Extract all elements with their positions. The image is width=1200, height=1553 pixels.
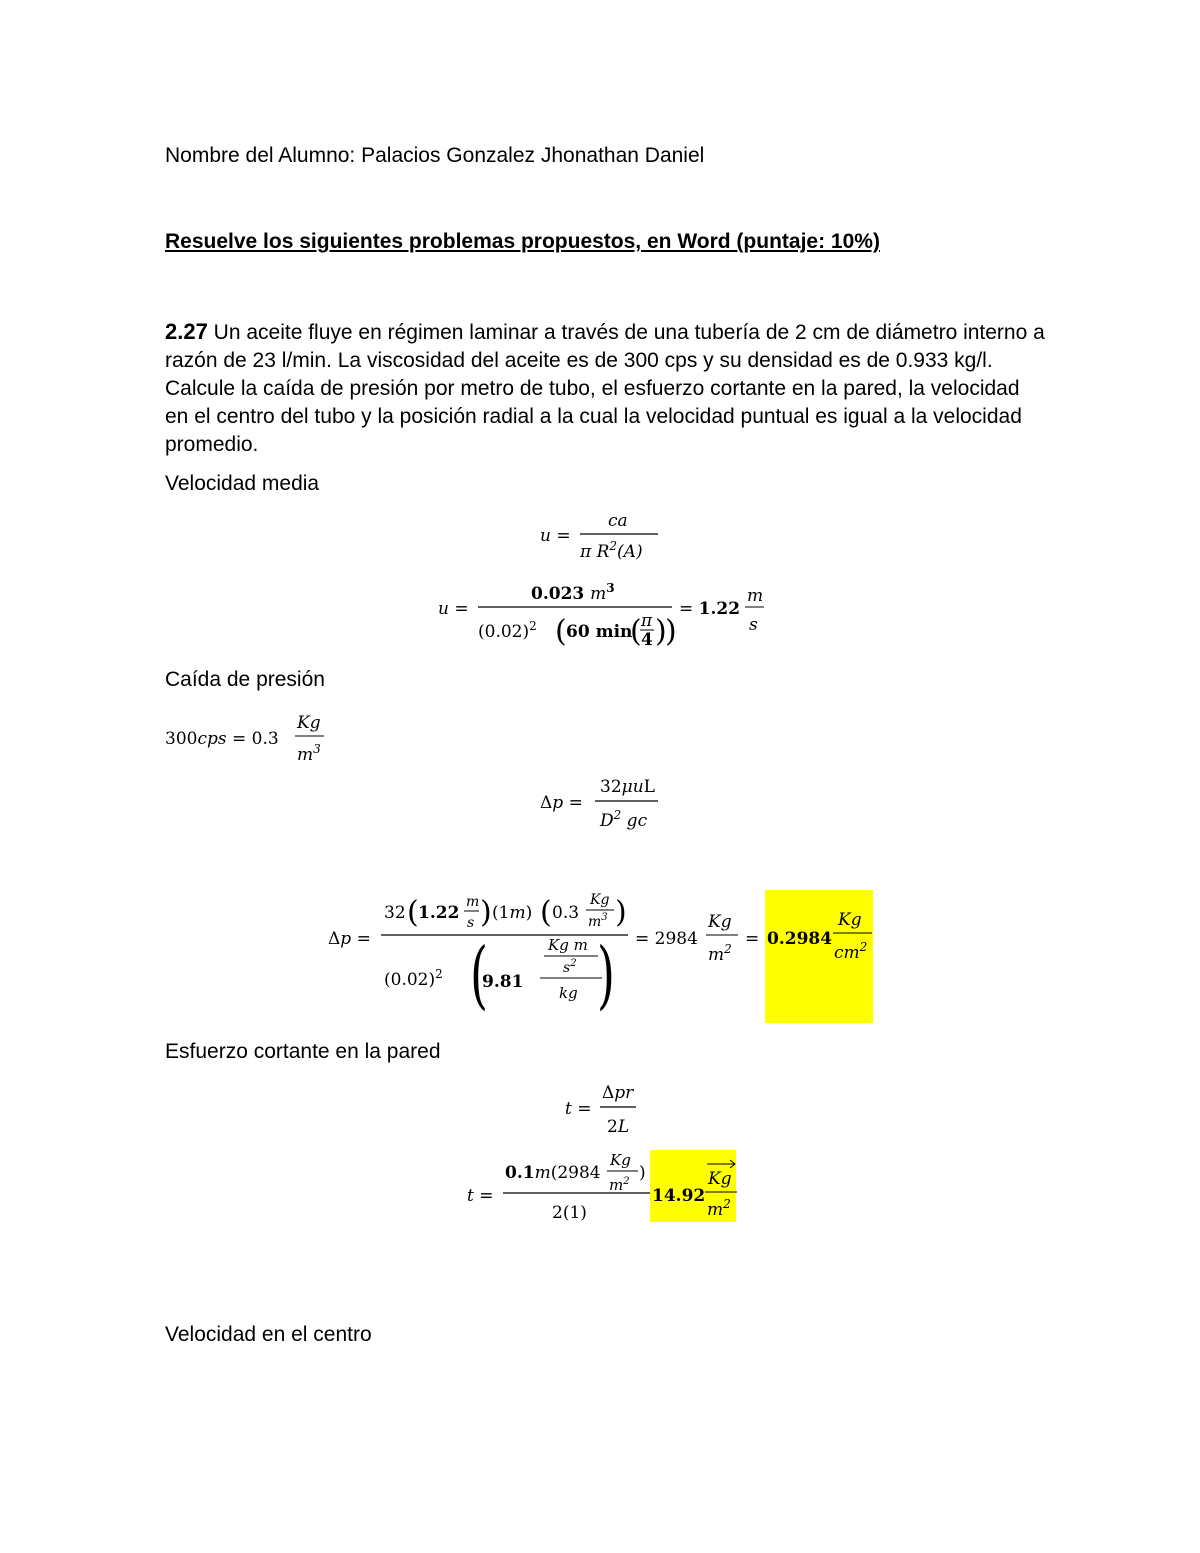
svg-text:0.023 m3: 0.023 $m^3$ — [531, 581, 615, 604]
svg-text:0.3: 0.3 — [552, 903, 580, 923]
svg-text:(: ( — [630, 614, 642, 649]
assignment-heading: Resuelve los siguientes problemas propuestos, en Word (puntaje: 10%) — [165, 230, 880, 253]
svg-text:9.81: 9.81 — [482, 972, 524, 992]
svg-text:): ) — [615, 895, 627, 930]
svg-text:s2: $s^2$ — [563, 958, 577, 976]
svg-text:32: 32 — [384, 903, 406, 923]
equation-viscosity-conversion — [165, 713, 324, 765]
svg-text:t =: t = — [467, 1186, 494, 1206]
svg-text:m: m — [466, 894, 480, 910]
svg-text:= 2984: = 2984 — [635, 929, 698, 949]
svg-text:π: π — [641, 611, 653, 631]
svg-text:t =: t = — [565, 1099, 592, 1119]
svg-text:kg: kg — [559, 984, 578, 1002]
svg-text:Kg: Kg — [708, 1169, 732, 1189]
svg-text:Δp =: Δp = — [540, 793, 583, 813]
svg-text:(: ( — [555, 614, 567, 649]
svg-text:Kg: Kg — [297, 713, 321, 733]
svg-text:0.1m(2984: 0.1m(2984 — [505, 1163, 601, 1183]
equation-mean-velocity-formula — [540, 511, 658, 562]
svg-text:Δpr: Δpr — [602, 1083, 634, 1103]
equation-shear-stress-value — [467, 1151, 737, 1223]
equation-mean-velocity-value — [438, 581, 764, 650]
svg-text:): ) — [655, 614, 667, 649]
student-name-line: Nombre del Alumno: Palacios Gonzalez Jhonathan Daniel — [165, 144, 705, 167]
section-esfuerzo-cortante: Esfuerzo cortante en la pared — [165, 1040, 441, 1063]
svg-text:m: m — [747, 586, 764, 606]
problem-text: Un aceite fluye en régimen laminar a través de una tubería de 2 cm de diámetro interno a razón de 23 l/min. La viscosidad del aceite es de 300 cps y su densidad es de 0.933 kg/l. Calcule la caída de presión por metro de tubo, el esfuerzo cortante en la pared, la velocidad en el centro del tubo y la posición radial a la cual la velocidad puntual es igual a la velocidad promedio. — [165, 321, 1045, 456]
svg-text:): ) — [480, 895, 492, 930]
svg-text:π R2(A): π $R^2(A)$ — [580, 539, 643, 562]
svg-text:D2 gc: $D^2$ gc — [600, 808, 648, 831]
svg-text:ca: ca — [608, 511, 628, 531]
svg-text:u =: u = — [438, 599, 469, 619]
svg-text:14.92: 14.92 — [652, 1186, 706, 1206]
svg-text:Kg: Kg — [708, 912, 732, 932]
svg-text:u =: u = — [540, 526, 571, 546]
svg-text:m2: $m^2$ — [708, 942, 732, 965]
svg-text:=: = — [745, 929, 760, 949]
svg-text:cm2: $cm^2$ — [834, 940, 868, 963]
section-caida-presion: Caída de presión — [165, 668, 325, 691]
svg-text:Kg: Kg — [610, 1151, 631, 1169]
equation-pressure-drop-value — [328, 892, 872, 1018]
section-velocidad-media: Velocidad media — [165, 472, 320, 495]
svg-text:(: ( — [470, 932, 488, 1018]
svg-text:(1m): (1m) — [492, 903, 533, 923]
svg-text:s: s — [749, 615, 758, 635]
svg-text:): ) — [597, 932, 615, 1018]
svg-text:Kg: Kg — [590, 892, 610, 908]
svg-text:(: ( — [540, 895, 552, 930]
svg-text:= 1.22: = 1.22 — [679, 599, 741, 619]
svg-text:300cps = 0.3: 300cps = 0.3 — [165, 729, 279, 749]
svg-text:Kg: Kg — [838, 910, 862, 930]
section-velocidad-centro: Velocidad en el centro — [165, 1323, 372, 1346]
svg-text:m3: $m^3$ — [588, 912, 608, 930]
svg-text:60 min: 60 min — [566, 622, 633, 642]
equation-pressure-drop-formula — [540, 777, 658, 831]
svg-text:(0.02)2: $(0.02)^2$ — [478, 619, 537, 642]
svg-text:Kg m: Kg m — [548, 936, 588, 954]
svg-text:): ) — [665, 614, 677, 649]
svg-text:1.22: 1.22 — [418, 903, 460, 923]
svg-text:Δp =: Δp = — [328, 929, 371, 949]
svg-text:m2: $m^2$ — [707, 1197, 731, 1220]
svg-text:2(1): 2(1) — [552, 1203, 587, 1223]
svg-text:4: 4 — [641, 630, 653, 650]
svg-text:s: s — [467, 915, 475, 931]
svg-text:0.2984: 0.2984 — [767, 929, 833, 949]
problem-number: 2.27 — [165, 319, 208, 344]
svg-text:m2: $m^2$ — [609, 1176, 630, 1194]
svg-text:(: ( — [407, 895, 419, 930]
svg-text:): ) — [639, 1163, 646, 1183]
svg-text:2L: 2L — [607, 1117, 630, 1137]
equation-shear-stress-formula — [565, 1083, 636, 1137]
svg-text:m3: $m^3$ — [297, 742, 321, 765]
svg-text:32μuL: 32μuL — [600, 777, 655, 797]
svg-text:(0.02)2: $(0.02)^2$ — [384, 967, 443, 990]
